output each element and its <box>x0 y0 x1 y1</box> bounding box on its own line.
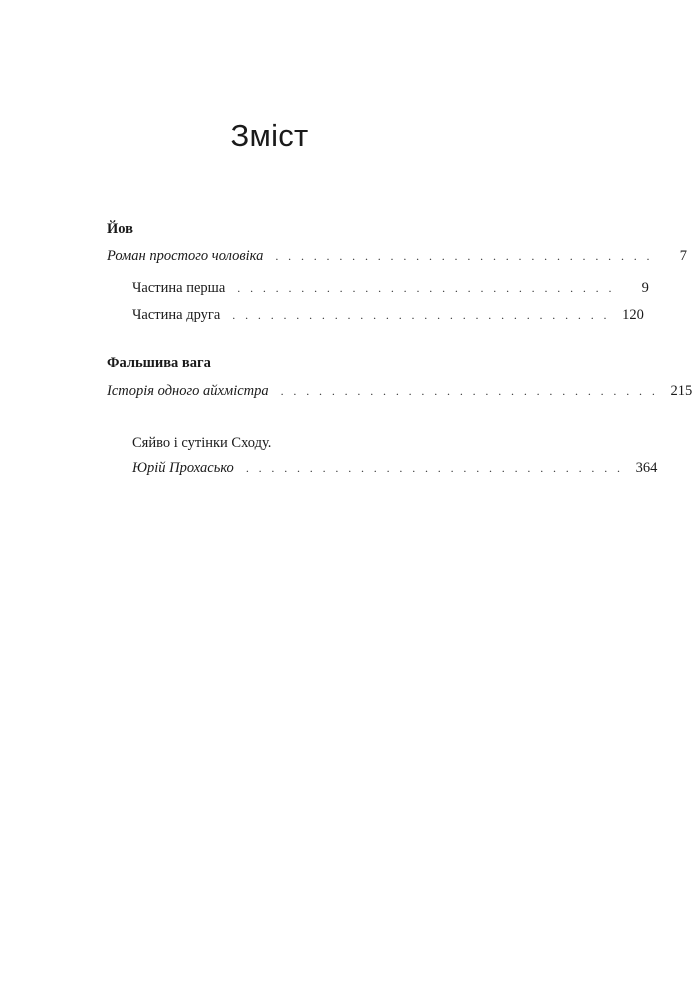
entry-page-number: 120 <box>622 307 644 323</box>
table-of-contents <box>107 0 692 1000</box>
section-heading-job: Йов <box>107 221 133 237</box>
entry-page-number: 364 <box>635 460 658 476</box>
toc-entry-part-one[interactable] <box>132 279 649 297</box>
toc-entry-job-subtitle[interactable] <box>107 247 687 265</box>
entry-page-number: 215 <box>670 383 692 399</box>
entry-label: Юрій Прохасько <box>132 460 234 476</box>
entry-label: Історія одного айхмістра <box>107 383 269 399</box>
dot-leader: . . . . . . . . . . . . . . . . . . . . . . . . . . . . . . <box>275 249 653 263</box>
entry-page-number: 7 <box>679 248 687 264</box>
section-heading-false-weight: Фальшива вага <box>107 355 211 371</box>
entry-label: Роман простого чоловіка <box>107 248 264 264</box>
toc-entry-afterword[interactable] <box>132 459 658 477</box>
entry-page-number: 9 <box>641 280 649 296</box>
dot-leader: . . . . . . . . . . . . . . . . . . . . . . . . . . . . . . <box>280 384 659 398</box>
entry-label: Частина друга <box>132 307 221 323</box>
entry-label: Частина перша <box>132 280 226 296</box>
dot-leader: . . . . . . . . . . . . . . . . . . . . . . . . . . . . . . <box>245 461 624 475</box>
toc-entry-part-two[interactable] <box>132 306 644 324</box>
dot-leader: . . . . . . . . . . . . . . . . . . . . . . . . . . . . . . <box>232 308 610 322</box>
toc-entry-false-weight-subtitle[interactable] <box>107 382 692 400</box>
dot-leader: . . . . . . . . . . . . . . . . . . . . . . . . . . . . . . <box>237 281 615 295</box>
afterword-title: Сяйво і сутінки Сходу. <box>132 435 272 451</box>
page-title: Зміст <box>230 118 309 153</box>
